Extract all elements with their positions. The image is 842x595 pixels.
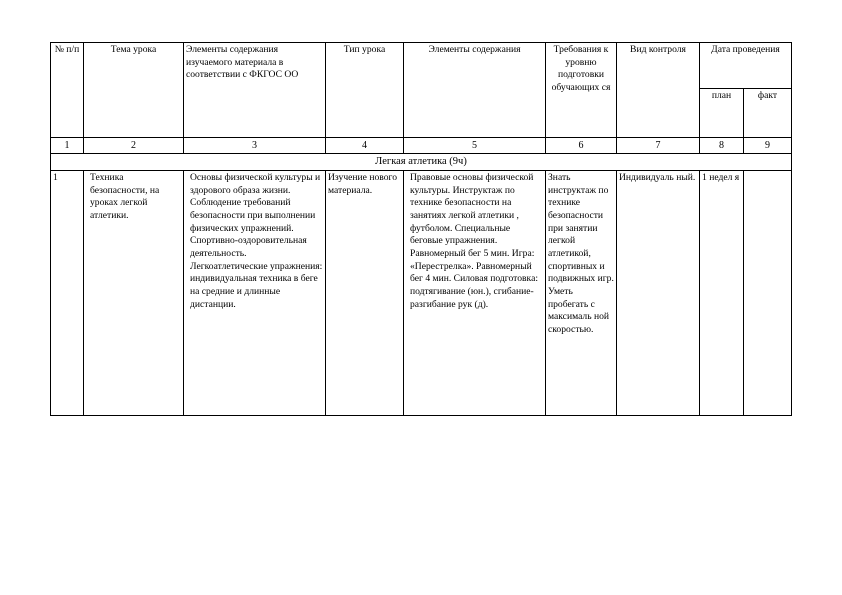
header-elements-fgos: Элементы содержания изучаемого материала в соответствии с ФКГОС ОО [184, 43, 326, 138]
header-requirements: Требования к уровню подготовки обучающих ся [546, 43, 617, 138]
column-number: 3 [184, 138, 326, 154]
lesson-plan-table [50, 42, 792, 416]
row-content-elements: Правовые основы физической культуры. Инструктаж по технике безопасности на занятиях легкой атлетики , футболом. Специальные беговые упражнения. Равномерный бег 5 мин. Игра: «Перестрелка». Равномерный бег 4 мин. Силовая подготовка: подтягивание (юн.), сгибание-разгибание рук (д). [404, 171, 546, 416]
row-plan: 1 недел я [700, 171, 744, 416]
header-num: № п/п [51, 43, 84, 138]
header-row [51, 43, 792, 89]
section-row [51, 154, 792, 171]
row-num: 1 [51, 171, 84, 416]
row-requirements: Знать инструктаж по технике безопасности при занятии легкой атлетикой, спортивных и подвижных игр. Уметь пробегать с максималь ной скоростью. [546, 171, 617, 416]
header-date: Дата проведения [700, 43, 792, 89]
table-row [51, 171, 792, 416]
header-lesson-type: Тип урока [326, 43, 404, 138]
row-elements-fgos: Основы физической культуры и здорового образа жизни. Соблюдение требований безопасности при выполнении физических упражнений. Спортивно-оздоровительная деятельность. Легкоатлетические упражнения: индивидуальная техника в беге на средние и длинные дистанции. [184, 171, 326, 416]
row-control: Индивидуаль ный. [617, 171, 700, 416]
row-lesson-type: Изучение нового материала. [326, 171, 404, 416]
column-number: 4 [326, 138, 404, 154]
column-number: 6 [546, 138, 617, 154]
column-number: 5 [404, 138, 546, 154]
column-number: 1 [51, 138, 84, 154]
header-control: Вид контроля [617, 43, 700, 138]
column-number: 7 [617, 138, 700, 154]
section-title: Легкая атлетика (9ч) [51, 154, 792, 171]
column-number: 8 [700, 138, 744, 154]
column-number-row [51, 138, 792, 154]
column-number: 2 [84, 138, 184, 154]
column-number: 9 [744, 138, 792, 154]
header-topic: Тема урока [84, 43, 184, 138]
row-topic: Техника безопасности, на уроках легкой атлетики. [84, 171, 184, 416]
header-fact: факт [744, 89, 792, 138]
header-content-elements: Элементы содержания [404, 43, 546, 138]
header-plan: план [700, 89, 744, 138]
row-fact [744, 171, 792, 416]
